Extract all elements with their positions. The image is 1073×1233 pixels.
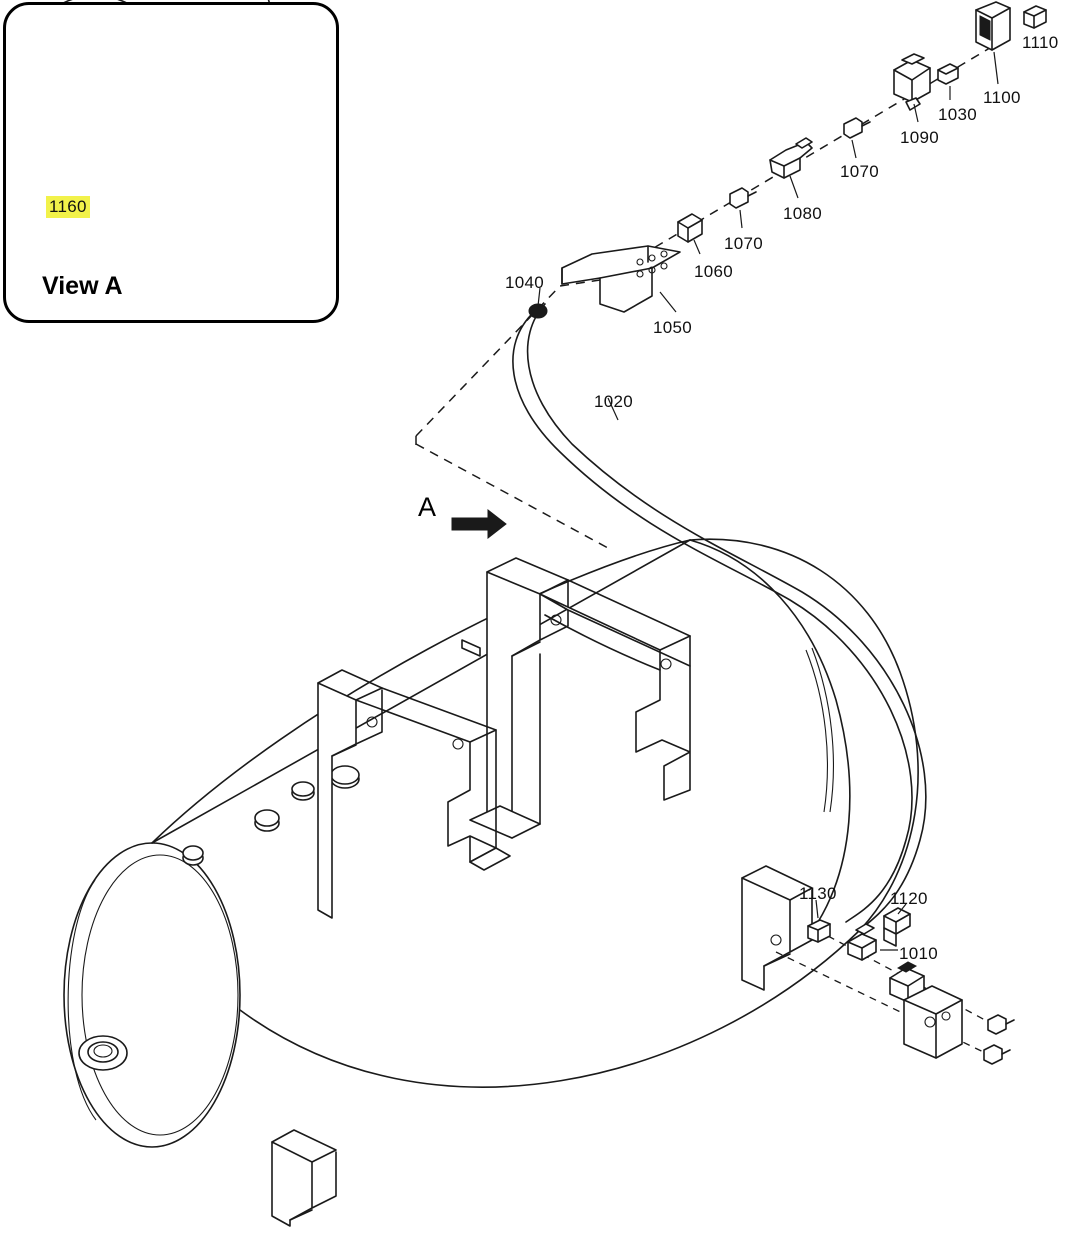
part-1120-fitting	[884, 908, 910, 946]
callout-1110: 1110	[1022, 33, 1059, 52]
part-1100-module	[976, 2, 1010, 50]
callout-1130: 1130	[799, 884, 837, 903]
part-1110-plug	[1024, 6, 1046, 28]
callout-1100: 1100	[983, 88, 1021, 107]
part-1070-bolt-lower	[730, 188, 756, 208]
section-marker-a: A	[418, 492, 437, 522]
air-receiver-tank	[64, 539, 918, 1226]
part-1060-fitting	[678, 214, 702, 242]
part-1010-drain-valve	[848, 924, 876, 960]
part-lower-bracket	[904, 986, 962, 1058]
part-lower-bolts	[984, 1015, 1014, 1064]
part-1030-fitting	[938, 64, 958, 84]
tank-saddle-bracket-front	[318, 670, 382, 918]
callout-1060: 1060	[694, 262, 734, 281]
callout-1070-lower: 1070	[724, 234, 764, 253]
tank-leg-left	[272, 1130, 336, 1226]
exploded-axis-lower	[776, 936, 1000, 1060]
callout-1050: 1050	[653, 318, 693, 337]
callout-1010: 1010	[899, 944, 939, 963]
callout-1120: 1120	[890, 889, 928, 908]
callout-1070-upper: 1070	[840, 162, 880, 181]
view-a-label: View A	[42, 272, 123, 300]
section-arrow	[452, 510, 506, 538]
callout-1030: 1030	[938, 105, 978, 124]
callout-1020: 1020	[594, 392, 634, 411]
part-1050-bracket	[562, 246, 680, 312]
hose-1020	[513, 304, 926, 930]
part-1090-pressure-switch	[894, 54, 930, 110]
callout-1090: 1090	[900, 128, 940, 147]
callout-1040: 1040	[505, 273, 545, 292]
part-1080-valve	[770, 138, 812, 178]
callout-1160: 1160	[46, 196, 90, 218]
callout-1080: 1080	[783, 204, 823, 223]
